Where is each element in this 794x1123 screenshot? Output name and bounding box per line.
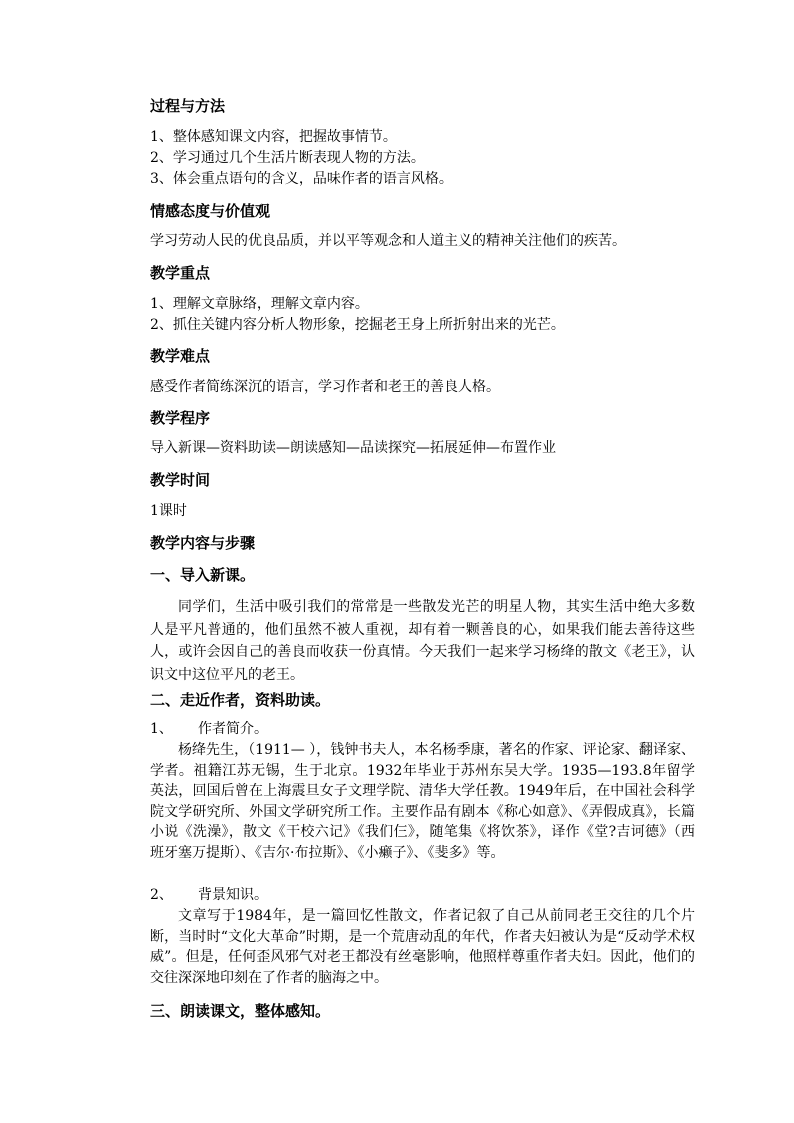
section-heading-attitude-values: 情感态度与价值观 <box>150 202 271 220</box>
section-heading-time: 教学时间 <box>150 471 211 489</box>
list-item: 2、学习通过几个生活片断表现人物的方法。 <box>150 150 425 166</box>
background-paragraph: 文章写于1984年，是一篇回忆性散文，作者记叙了自己从前同老王交往的几个片断，当时时“文化大革命”时期，是一个荒唐动乱的年代，作者夫妇被认为是“反动学术权威”。但是，任何歪风邪气对老王都没有丝毫影响，他照样尊重作者夫妇。因此，他们的交往深深地印刻在了作者的脑海之中。 <box>150 908 695 986</box>
list-item: 1、整体感知课文内容，把握故事情节。 <box>150 129 397 145</box>
time-text: 1课时 <box>150 503 187 519</box>
key-points-list <box>150 294 695 336</box>
subheading-number: 2、 <box>150 887 173 903</box>
process-methods-list <box>150 127 695 190</box>
part-heading-reading: 三、朗读课文，整体感知。 <box>150 1002 331 1020</box>
background-subheading <box>150 885 695 906</box>
subheading-title: 背景知识。 <box>198 887 268 903</box>
section-heading-content-steps: 教学内容与步骤 <box>150 534 256 552</box>
subheading-title: 作者简介。 <box>198 721 268 737</box>
intro-paragraph: 同学们，生活中吸引我们的常常是一些散发光芒的明星人物，其实生活中绝大多数人是平凡普通的，他们虽然不被人重视，却有着一颗善良的心，如果我们能去善待这些人，或许会因自己的善良而收获一份真情。今天我们一起来学习杨绛的散文《老王》，认识文中这位平凡的老王。 <box>150 599 695 683</box>
procedure-text: 导入新课—资料助读—朗读感知—品读探究—拓展延伸—布置作业 <box>150 440 556 456</box>
section-heading-procedure: 教学程序 <box>150 409 211 427</box>
author-intro-subheading <box>150 719 695 740</box>
subheading-number: 1、 <box>150 721 173 737</box>
list-item: 1、理解文章脉络，理解文章内容。 <box>150 296 369 312</box>
difficulties-text: 感受作者简练深沉的语言，学习作者和老王的善良人格。 <box>150 379 500 395</box>
attitude-values-text: 学习劳动人民的优良品质，并以平等观念和人道主义的精神关注他们的疾苦。 <box>150 233 626 249</box>
part-heading-author: 二、走近作者，资料助读。 <box>150 691 331 709</box>
section-heading-difficulties: 教学难点 <box>150 347 211 365</box>
part-heading-intro: 一、导入新课。 <box>150 566 256 584</box>
section-heading-process-methods: 过程与方法 <box>150 97 226 115</box>
section-heading-key-points: 教学重点 <box>150 264 211 282</box>
author-intro-paragraph: 杨绛先生，（1911— ），钱钟书夫人，本名杨季康，著名的作家、评论家、翻译家、学者。祖籍江苏无锡，生于北京。1932年毕业于苏州东吴大学。1935—193.8年留学英法，回国后曾在上海震旦女子文理学院、清华大学任教。1949年后，在中国社会科学院文学研究所、外国文学研究所工作。主要作品有剧本《称心如意》、《弄假成真》，长篇小说《洗澡》，散文《干校六记》《我们仨》，随笔集《将饮茶》，译作《堂?吉诃德》（西班牙塞万提斯）、《吉尔·布拉斯》、《小癞子》、《斐多》等。 <box>150 742 695 861</box>
list-item: 2、抓住关键内容分析人物形象，挖掘老王身上所折射出来的光芒。 <box>150 317 565 333</box>
list-item: 3、体会重点语句的含义，品味作者的语言风格。 <box>150 171 453 187</box>
